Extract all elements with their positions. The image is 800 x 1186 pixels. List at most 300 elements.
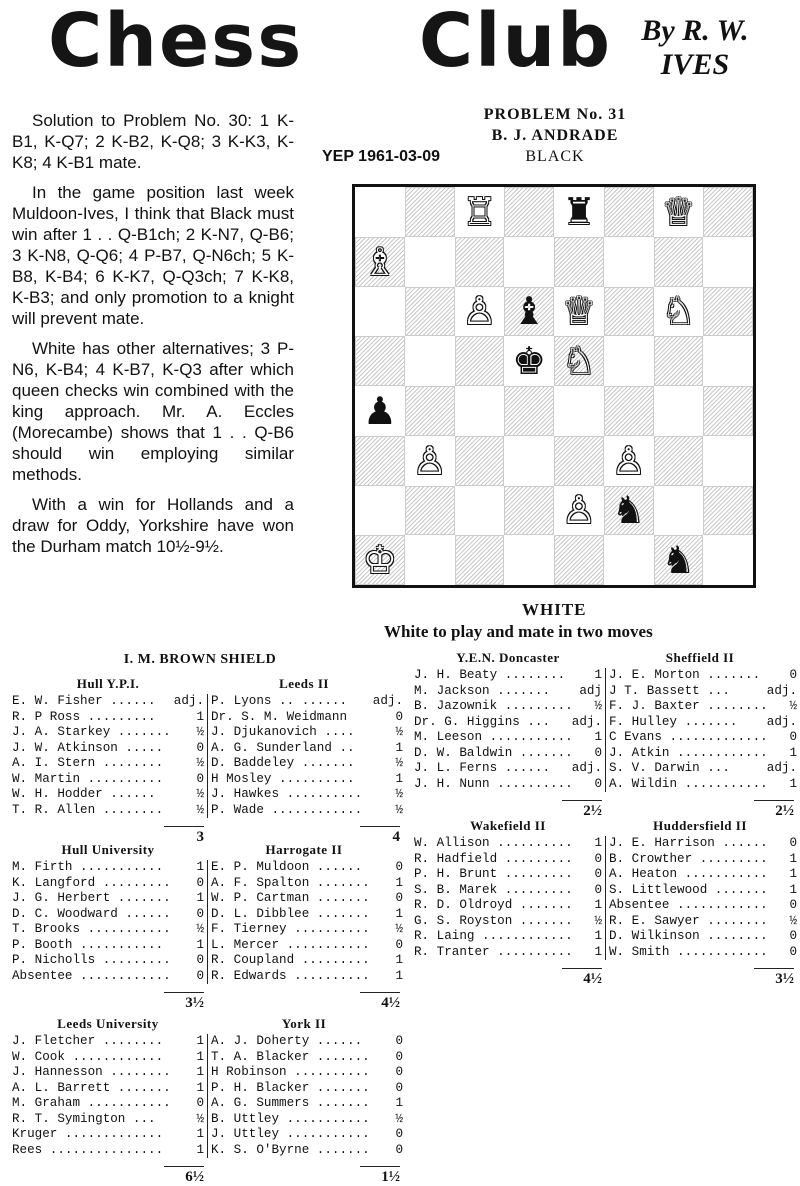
player-score: 0 — [789, 668, 797, 682]
player-score: ½ — [395, 787, 403, 801]
byline-line-2: IVES — [660, 48, 730, 81]
table-row — [609, 914, 797, 930]
player-score: 0 — [789, 929, 797, 943]
board-square — [654, 486, 704, 536]
player-name: W. Martin .......... — [12, 771, 164, 786]
board-square — [355, 287, 405, 337]
player-name: J. E. Morton ....... — [609, 668, 761, 682]
team-total: 1½ — [360, 1166, 400, 1186]
board-square — [554, 237, 604, 287]
player-score: 0 — [395, 1065, 403, 1079]
team-name: Leeds II — [279, 676, 329, 691]
white-queen-icon: ♕ — [561, 289, 596, 334]
board-square — [604, 287, 654, 337]
player-name: R. Coupland ......... — [211, 953, 370, 967]
left-player-list — [12, 1034, 208, 1158]
board-square — [604, 187, 654, 237]
player-name: D. Wilkinson ........ — [609, 929, 768, 943]
white-pawn-icon: ♙ — [611, 438, 646, 483]
table-row — [211, 694, 403, 710]
player-name: R. P Ross ......... — [12, 709, 156, 724]
player-name: Dr. G. Higgins ... — [414, 714, 551, 729]
player-score: 1 — [789, 776, 797, 791]
player-name: A. F. Spalton ....... — [211, 875, 370, 890]
left-player-list — [12, 694, 208, 818]
player-score: 1 — [395, 968, 403, 983]
table-row — [211, 1096, 403, 1112]
player-name: T. R. Allen ........ — [12, 802, 164, 817]
player-name: P. Nicholls ......... — [12, 953, 171, 967]
player-score: ½ — [395, 802, 403, 817]
board-square — [504, 486, 554, 536]
table-row — [12, 938, 204, 954]
player-name: W. Cook ............ — [12, 1049, 164, 1064]
table-row — [12, 710, 204, 726]
table-row — [12, 1112, 204, 1128]
board-square — [604, 386, 654, 436]
player-name: J. Djukanovich .... — [211, 725, 355, 739]
left-player-list — [414, 836, 606, 960]
player-score: adj — [579, 683, 602, 698]
player-name: J. G. Herbert ....... — [12, 891, 171, 905]
table-row — [12, 1096, 204, 1112]
player-score: 0 — [395, 937, 403, 952]
player-name: P. H. Blacker ....... — [211, 1080, 370, 1095]
player-name: A. G. Summers ....... — [211, 1096, 370, 1110]
player-score: 0 — [395, 1127, 403, 1141]
black-label: BLACK — [525, 148, 585, 165]
black-pawn-icon: ♟ — [362, 388, 397, 433]
board-square — [504, 237, 554, 287]
problem-number: PROBLEM No. 31 — [483, 106, 627, 123]
board-square — [455, 436, 505, 486]
player-name: R. Laing ............ — [414, 929, 573, 943]
player-score: 0 — [789, 898, 797, 912]
player-name: J. H. Beaty ........ — [414, 668, 566, 682]
player-score: 1 — [196, 1127, 204, 1141]
player-name: J. Hannesson ........ — [12, 1065, 171, 1079]
table-row — [211, 907, 403, 923]
table-row — [609, 929, 797, 945]
problem-composer: B. J. ANDRADE — [491, 127, 619, 144]
player-name: J T. Bassett ... — [609, 683, 730, 698]
player-name: M. Leeson ........... — [414, 730, 573, 744]
player-name: S. V. Darwin ... — [609, 761, 730, 775]
player-score: 0 — [196, 953, 204, 967]
player-score: 0 — [594, 851, 602, 866]
table-row — [414, 867, 602, 883]
white-queen-icon: ♕ — [661, 189, 696, 234]
byline-line-1: By R. W. — [641, 14, 749, 47]
player-name: J. Atkin ............ — [609, 745, 768, 760]
table-row — [414, 730, 602, 746]
player-score: adj. — [766, 714, 797, 729]
black-king-icon: ♚ — [512, 339, 547, 384]
player-score: 0 — [395, 1049, 403, 1064]
board-square — [355, 336, 405, 386]
player-name: P. Wade ............ — [211, 802, 363, 817]
table-row — [12, 1050, 204, 1066]
table-row — [414, 668, 602, 684]
player-score: 1 — [196, 709, 204, 724]
board-square — [654, 386, 704, 436]
table-row — [12, 1081, 204, 1097]
table-row — [12, 1127, 204, 1143]
table-row — [211, 953, 403, 969]
player-name: A. J. Doherty ...... — [211, 1034, 363, 1048]
player-name: F. J. Baxter ........ — [609, 699, 768, 713]
player-score: 0 — [196, 875, 204, 890]
player-score: ½ — [789, 699, 797, 713]
player-score: ½ — [196, 1111, 204, 1126]
table-row — [211, 1034, 403, 1050]
black-knight-icon: ♞ — [661, 538, 696, 583]
table-row — [211, 891, 403, 907]
table-row — [609, 746, 797, 762]
player-name: J. H. Nunn .......... — [414, 776, 573, 791]
player-score: 0 — [196, 1096, 204, 1110]
table-row — [211, 787, 403, 803]
board-square — [604, 535, 654, 585]
player-score: 1 — [395, 1096, 403, 1110]
masthead-word-club: Club — [418, 0, 613, 84]
solution-paragraph: In the game position last week Muldoon-Ives, I think that Black must win after 1 . . Q-B1ch; 2 K-N7, Q-B6; 3 K-N8, Q-Q6; 4 P-B7, Q-N6ch; 5 K-B8, K-B4; 6 K-K7, Q-Q3ch; 7 K-K8, K-B3; and only promotion to a knight will prevent mate. — [12, 183, 294, 328]
player-score: 1 — [196, 1142, 204, 1157]
player-name: J. E. Harrison ...... — [609, 836, 768, 850]
team-name: Y.E.N. Doncaster — [456, 650, 560, 665]
team-total: 3½ — [164, 992, 204, 1012]
player-name: Rees ............... — [12, 1142, 164, 1157]
table-row — [609, 777, 797, 793]
table-row — [414, 929, 602, 945]
player-score: 1 — [594, 730, 602, 744]
board-square — [554, 535, 604, 585]
player-score: 0 — [789, 730, 797, 744]
player-name: G. S. Royston ....... — [414, 913, 573, 928]
solution-paragraph: Solution to Problem No. 30: 1 K-B1, K-Q7; 2 K-B2, K-Q8; 3 K-K3, K-K8; 4 K-B1 mate. — [12, 111, 294, 172]
player-score: 0 — [594, 745, 602, 760]
player-name: E. P. Muldoon ...... — [211, 860, 363, 874]
player-score: adj. — [766, 761, 797, 775]
table-row — [211, 969, 403, 985]
player-score: 1 — [196, 891, 204, 905]
player-score: adj. — [372, 694, 403, 708]
board-square — [554, 386, 604, 436]
table-row — [211, 772, 403, 788]
player-score: ½ — [196, 756, 204, 770]
table-row — [12, 969, 204, 985]
team-total: 3½ — [754, 968, 794, 988]
player-score: 1 — [594, 944, 602, 959]
player-name: R. Edwards .......... — [211, 968, 370, 983]
player-name: A. G. Sunderland .. — [211, 740, 355, 755]
table-row — [12, 1143, 204, 1159]
table-row — [12, 1065, 204, 1081]
player-score: 1 — [594, 929, 602, 943]
table-row — [12, 860, 204, 876]
player-name: A. Wildin ........... — [609, 776, 768, 791]
table-row — [12, 876, 204, 892]
solution-text — [12, 110, 294, 566]
player-score: 0 — [395, 1080, 403, 1095]
player-name: F. Tierney .......... — [211, 922, 370, 936]
black-bishop-icon: ♝ — [512, 289, 547, 334]
player-name: Kruger ............. — [12, 1127, 164, 1141]
player-name: H Mosley .......... — [211, 771, 355, 786]
board-square — [355, 436, 405, 486]
player-score: 0 — [196, 906, 204, 921]
table-row — [414, 761, 602, 777]
team-total: 2½ — [754, 800, 794, 820]
white-label: WHITE — [522, 600, 587, 619]
player-score: adj. — [173, 694, 204, 708]
player-name: K. S. O'Byrne ....... — [211, 1142, 370, 1157]
shield-title: I. M. BROWN SHIELD — [123, 652, 277, 667]
table-row — [414, 898, 602, 914]
table-row — [211, 741, 403, 757]
player-score: ½ — [196, 922, 204, 936]
white-pawn-icon: ♙ — [412, 438, 447, 483]
player-name: L. Mercer ........... — [211, 937, 370, 952]
chess-board — [352, 184, 756, 588]
board-square — [654, 336, 704, 386]
player-score: 1 — [395, 906, 403, 921]
player-name: R. Tranter .......... — [414, 944, 573, 959]
table-row — [12, 787, 204, 803]
team-name: Wakefield II — [470, 818, 546, 833]
table-row — [211, 803, 403, 819]
player-name: B. Uttley ........... — [211, 1111, 370, 1126]
table-row — [211, 725, 403, 741]
team-total: 6½ — [164, 1166, 204, 1186]
player-score: adj. — [766, 683, 797, 698]
player-name: J. Hawkes .......... — [211, 787, 363, 801]
board-square — [355, 187, 405, 237]
board-square — [455, 237, 505, 287]
player-score: 1 — [789, 851, 797, 866]
player-name: Absentee ............ — [12, 968, 171, 983]
white-knight-icon: ♘ — [661, 289, 696, 334]
player-score: 1 — [395, 740, 403, 755]
team-name: Leeds University — [57, 1016, 159, 1031]
board-square — [604, 237, 654, 287]
table-row — [609, 852, 797, 868]
board-square — [405, 535, 455, 585]
table-row — [211, 876, 403, 892]
player-name: D. Baddeley ....... — [211, 756, 355, 770]
team-name: Sheffield II — [665, 650, 735, 665]
player-name: E. W. Fisher ...... — [12, 694, 156, 708]
board-square — [703, 436, 753, 486]
table-row — [211, 922, 403, 938]
table-row — [414, 699, 602, 715]
team-total: 2½ — [562, 800, 602, 820]
table-row — [12, 756, 204, 772]
player-name: A. I. Stern ........ — [12, 756, 164, 770]
player-score: 1 — [789, 745, 797, 760]
table-row — [211, 1065, 403, 1081]
player-name: W. P. Cartman ....... — [211, 891, 370, 905]
player-name: C Evans ............. — [609, 730, 768, 744]
left-player-list — [414, 668, 606, 792]
table-row — [414, 777, 602, 793]
player-score: ½ — [196, 787, 204, 801]
black-rook-icon: ♜ — [561, 189, 596, 234]
player-name: S. Littlewood ....... — [609, 882, 768, 897]
player-score: 0 — [196, 968, 204, 983]
player-score: ½ — [395, 922, 403, 936]
player-score: ½ — [594, 913, 602, 928]
player-score: 1 — [395, 771, 403, 786]
player-name: P. H. Brunt ......... — [414, 867, 573, 881]
black-knight-icon: ♞ — [611, 488, 646, 533]
player-score: 0 — [594, 867, 602, 881]
player-score: 1 — [594, 668, 602, 682]
table-row — [12, 725, 204, 741]
player-score: 1 — [196, 1034, 204, 1048]
player-name: P. Booth ........... — [12, 937, 164, 952]
table-row — [609, 761, 797, 777]
player-name: S. B. Marek ......... — [414, 882, 573, 897]
player-score: ½ — [196, 802, 204, 817]
player-name: W. Allison .......... — [414, 836, 573, 850]
table-row — [609, 668, 797, 684]
player-score: 0 — [594, 882, 602, 897]
player-score: 1 — [196, 860, 204, 874]
team-total: 4 — [360, 826, 400, 846]
white-knight-icon: ♘ — [561, 339, 596, 384]
player-name: J. A. Starkey ....... — [12, 725, 171, 739]
player-name: M. Firth ........... — [12, 860, 164, 874]
white-king-icon: ♔ — [362, 538, 397, 583]
table-row — [609, 699, 797, 715]
team-name: Harrogate II — [265, 842, 343, 857]
board-square — [405, 386, 455, 436]
player-name: Absentee ............ — [609, 898, 768, 912]
player-name: J. L. Ferns ...... — [414, 761, 551, 775]
table-row — [211, 860, 403, 876]
player-score: 0 — [789, 836, 797, 850]
player-score: 0 — [395, 709, 403, 724]
board-square — [654, 237, 704, 287]
player-score: 0 — [395, 860, 403, 874]
masthead-word-chess: Chess — [48, 0, 304, 84]
table-row — [211, 756, 403, 772]
board-square — [703, 287, 753, 337]
table-row — [414, 684, 602, 700]
board-square — [504, 386, 554, 436]
team-total: 3 — [164, 826, 204, 846]
right-player-list — [208, 860, 403, 984]
table-row — [609, 715, 797, 731]
board-square — [504, 436, 554, 486]
table-row — [12, 741, 204, 757]
white-pawn-icon: ♙ — [462, 289, 497, 334]
right-player-list — [606, 668, 797, 792]
player-name: R. T. Symington ... — [12, 1111, 156, 1126]
board-square — [405, 237, 455, 287]
team-name: Huddersfield II — [653, 818, 747, 833]
board-square — [703, 535, 753, 585]
table-row — [211, 938, 403, 954]
table-row — [609, 684, 797, 700]
player-score: ½ — [594, 699, 602, 713]
player-name: J. W. Atkinson ..... — [12, 740, 164, 755]
table-row — [414, 883, 602, 899]
table-row — [211, 1127, 403, 1143]
board-square — [554, 436, 604, 486]
player-name: A. L. Barrett ....... — [12, 1080, 171, 1095]
board-square — [455, 535, 505, 585]
player-score: ½ — [196, 725, 204, 739]
table-row — [12, 772, 204, 788]
table-row — [609, 836, 797, 852]
player-score: 0 — [594, 776, 602, 791]
player-score: adj. — [571, 761, 602, 775]
board-square — [405, 486, 455, 536]
table-row — [609, 730, 797, 746]
table-row — [414, 914, 602, 930]
player-score: ½ — [395, 725, 403, 739]
player-name: W. H. Hodder ...... — [12, 787, 156, 801]
player-score: 1 — [196, 937, 204, 952]
table-row — [414, 715, 602, 731]
board-square — [703, 386, 753, 436]
board-square — [405, 287, 455, 337]
left-player-list — [12, 860, 208, 984]
board-square — [455, 386, 505, 436]
masthead-title — [48, 0, 613, 84]
player-score: 0 — [789, 944, 797, 959]
right-player-list — [606, 836, 797, 960]
white-pawn-icon: ♙ — [561, 488, 596, 533]
table-row — [12, 922, 204, 938]
team-name: York II — [281, 1016, 327, 1031]
board-square — [405, 187, 455, 237]
board-square — [355, 486, 405, 536]
player-score: 1 — [594, 836, 602, 850]
table-row — [211, 710, 403, 726]
player-score: 1 — [395, 875, 403, 890]
table-row — [12, 1034, 204, 1050]
player-name: R. E. Sawyer ........ — [609, 913, 768, 928]
player-score: 1 — [196, 1065, 204, 1079]
table-row — [414, 945, 602, 961]
table-row — [609, 898, 797, 914]
player-name: M. Jackson ....... — [414, 683, 551, 698]
player-name: D. W. Baldwin ....... — [414, 745, 573, 760]
player-name: R. D. Oldroyd ....... — [414, 898, 573, 912]
table-row — [12, 803, 204, 819]
player-name: J. Uttley ........... — [211, 1127, 370, 1141]
player-name: B. Jazownik ......... — [414, 699, 573, 713]
table-row — [211, 1112, 403, 1128]
player-score: 1 — [196, 1080, 204, 1095]
player-score: 1 — [789, 882, 797, 897]
white-bishop-icon: ♗ — [362, 239, 397, 284]
team-total: 4½ — [562, 968, 602, 988]
table-row — [211, 1050, 403, 1066]
table-row — [414, 852, 602, 868]
table-row — [414, 746, 602, 762]
player-score: 1 — [594, 898, 602, 912]
player-name: P. Lyons .. ...... — [211, 694, 348, 708]
board-square — [703, 187, 753, 237]
player-score: ½ — [395, 756, 403, 770]
team-name: Hull University — [61, 842, 155, 857]
player-name: K. Langford ......... — [12, 875, 171, 890]
player-score: 0 — [395, 1034, 403, 1048]
